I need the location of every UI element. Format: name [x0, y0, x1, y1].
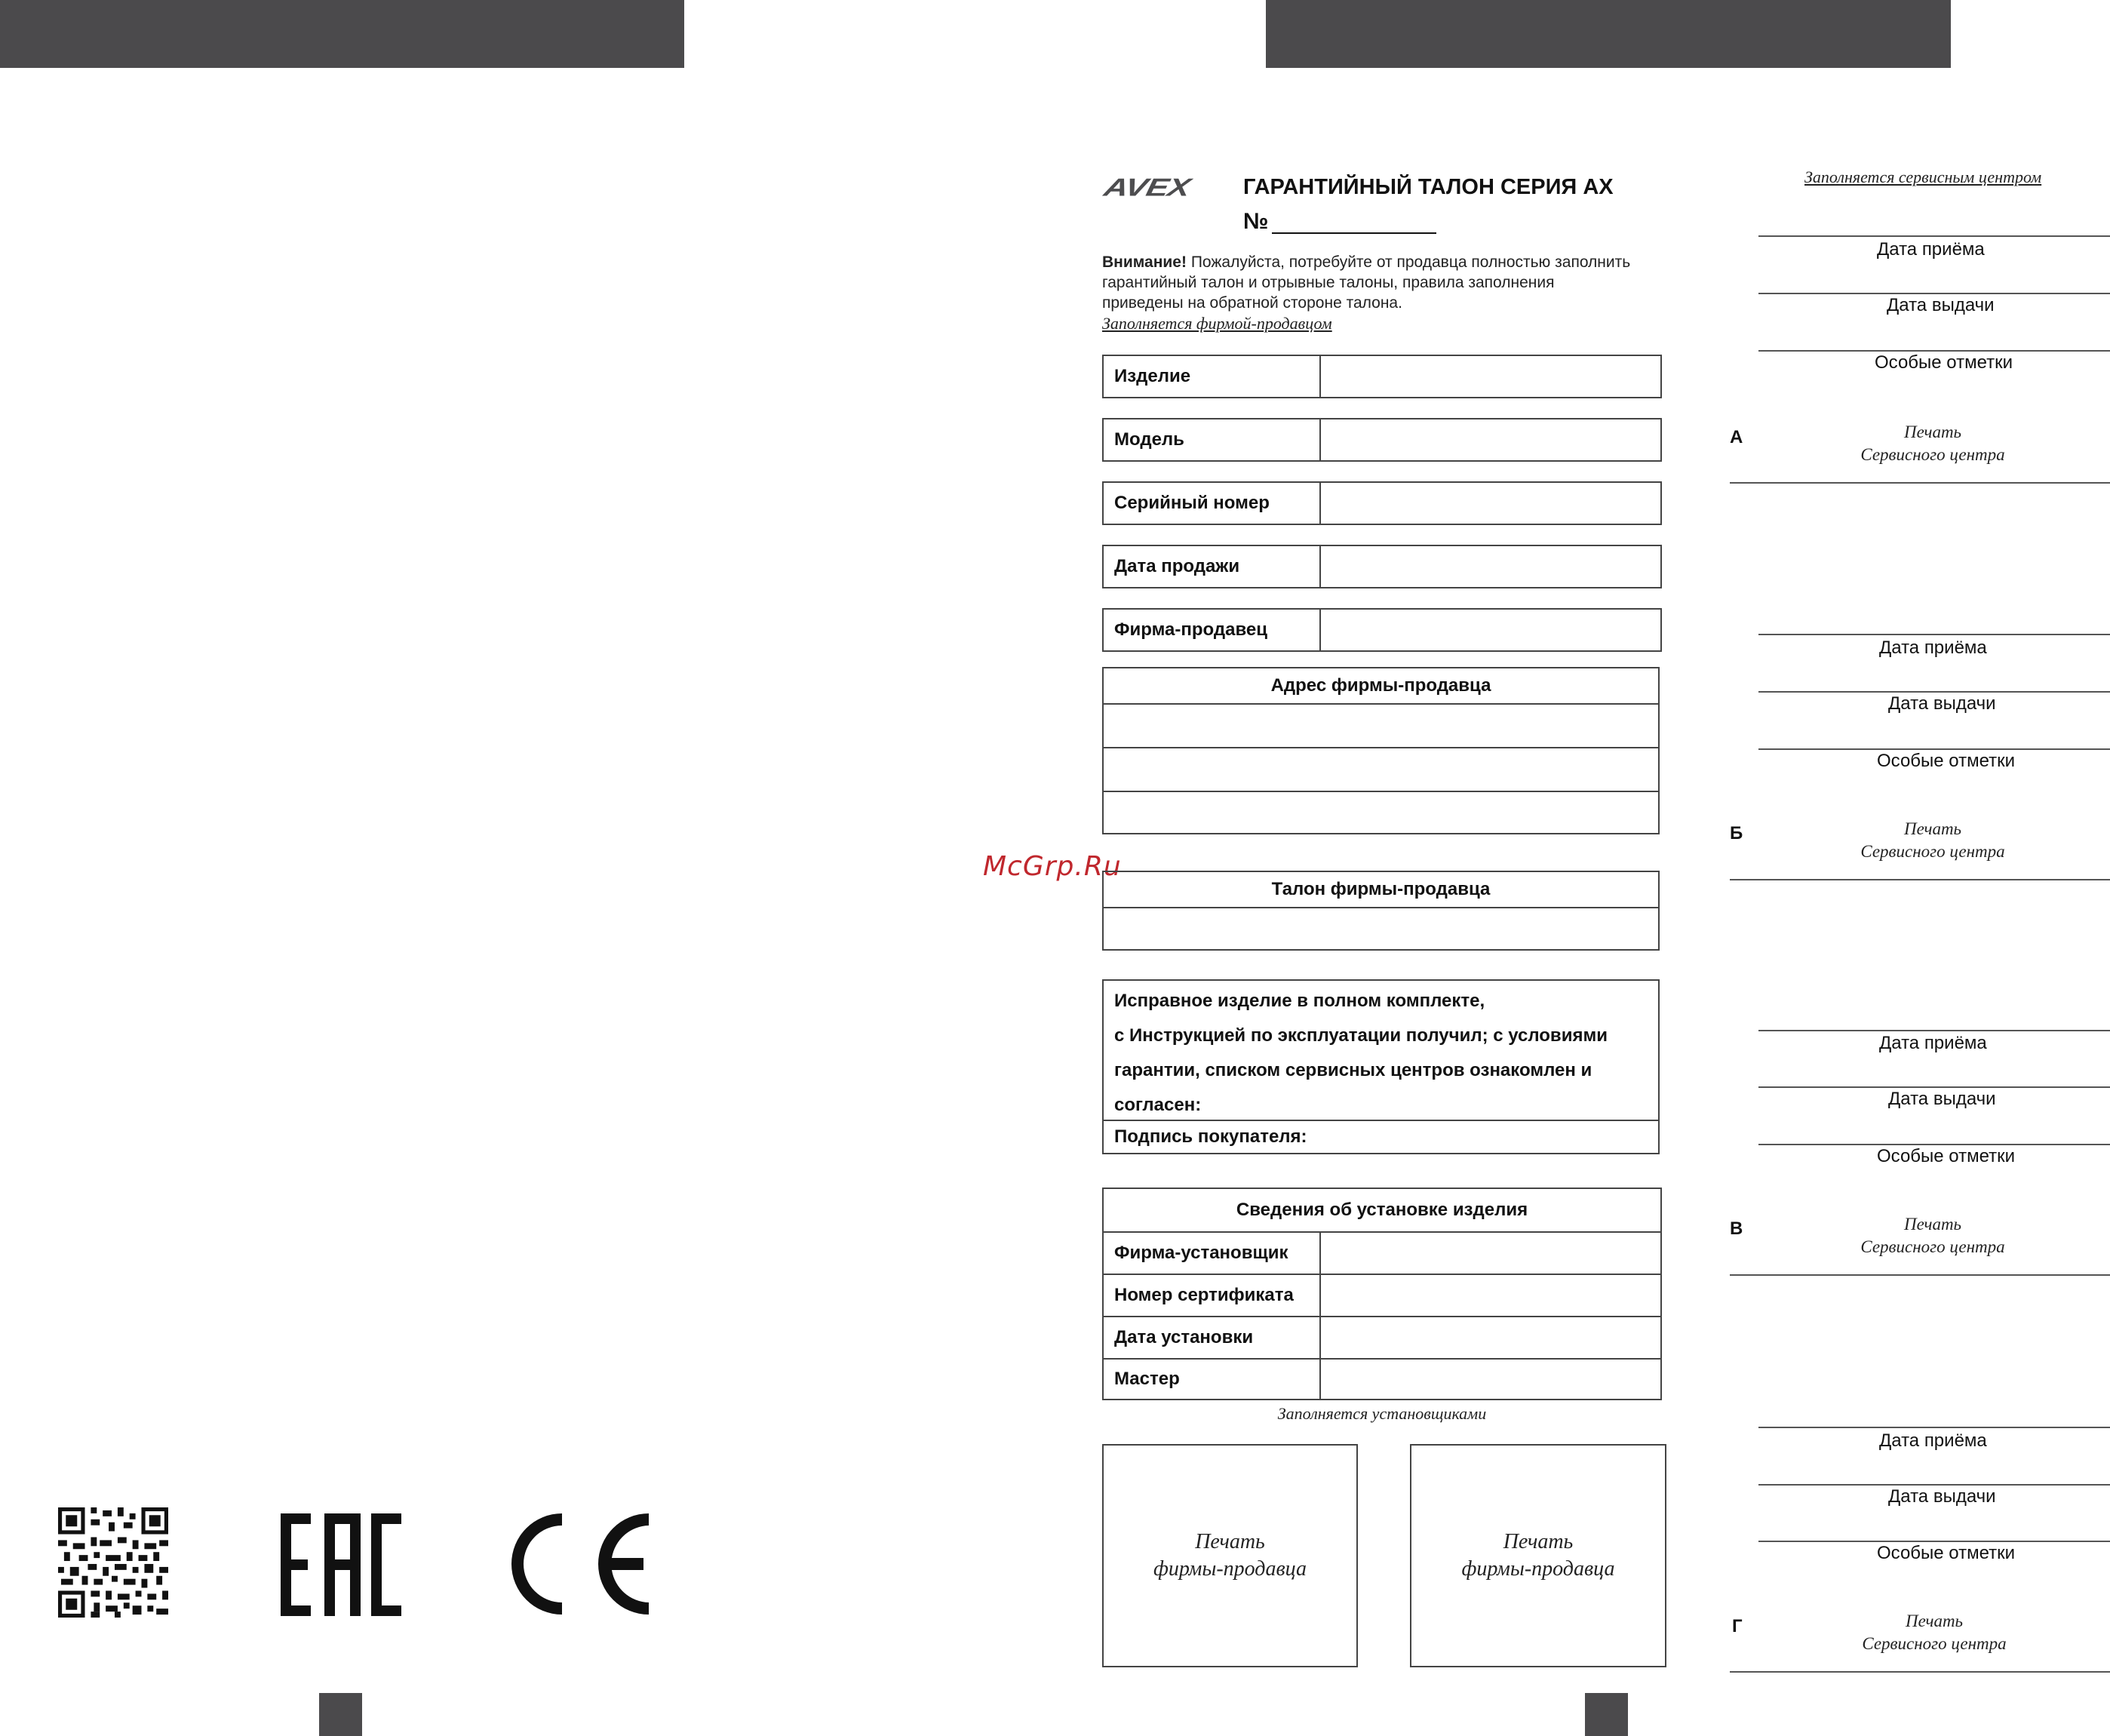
field-row-sale-date — [1102, 545, 1662, 588]
stamp-line1: Печать — [1903, 819, 1962, 838]
installation-row-date — [1104, 1317, 1660, 1360]
watermark: McGrp.Ru — [983, 851, 1122, 882]
field-label: Изделие — [1104, 356, 1321, 397]
issued-date-label[interactable]: Дата выдачи — [1888, 693, 1996, 714]
notice — [1102, 252, 1675, 333]
notes-label[interactable]: Особые отметки — [1877, 751, 2016, 771]
installation-table — [1102, 1188, 1662, 1400]
eac-mark-icon — [281, 1513, 401, 1616]
coupon-title: ГАРАНТИЙНЫЙ ТАЛОН СЕРИЯ АХ — [1243, 175, 1614, 199]
filled-by-seller-note: Заполняется фирмой-продавцом — [1102, 314, 1332, 333]
service-stamp-b — [1788, 818, 2078, 863]
service-line — [1758, 293, 2110, 294]
service-line — [1758, 1427, 2110, 1428]
service-stamp-g — [1789, 1610, 2079, 1655]
service-header: Заполняется сервисным центром — [1804, 167, 2042, 186]
top-bar-right — [1266, 0, 1951, 68]
coupon-letter-g: Г — [1732, 1616, 1743, 1636]
installation-row-master — [1104, 1360, 1660, 1399]
notes-label[interactable]: Особые отметки — [1875, 352, 2013, 373]
notes-label[interactable]: Особые отметки — [1877, 1543, 2016, 1563]
field-label: Фирма-продавец — [1104, 610, 1321, 650]
installation-input-certificate[interactable] — [1321, 1275, 1660, 1316]
notice-line2: гарантийный талон и отрывные талоны, правила заполнения — [1102, 274, 1555, 291]
issued-date-label[interactable]: Дата выдачи — [1888, 1486, 1996, 1507]
coupon-separator — [1730, 1274, 2110, 1276]
field-row-product — [1102, 355, 1662, 398]
received-date-label[interactable]: Дата приёма — [1879, 1430, 1987, 1451]
page-marker-left — [319, 1693, 362, 1736]
coupon-separator — [1730, 482, 2110, 484]
installation-field-label: Дата установки — [1104, 1317, 1321, 1358]
coupon-number-label: № — [1243, 209, 1269, 234]
consent-text — [1104, 981, 1658, 1121]
notice-line3: приведены на обратной стороне талона. — [1102, 294, 1402, 312]
service-line — [1758, 1541, 2110, 1542]
received-date-label[interactable]: Дата приёма — [1877, 239, 1985, 260]
notice-line1: Пожалуйста, потребуйте от продавца полностью заполнить — [1190, 253, 1631, 271]
stamp-line1: Печать — [1903, 1215, 1962, 1234]
coupon-letter-b: Б — [1730, 823, 1743, 843]
received-date-label[interactable]: Дата приёма — [1879, 638, 1987, 658]
service-line — [1758, 634, 2110, 635]
field-input-product[interactable] — [1321, 356, 1660, 397]
service-line — [1758, 1086, 2110, 1088]
seller-address-title: Адрес фирмы-продавца — [1104, 668, 1658, 705]
brand-logo: AVEX — [1101, 174, 1193, 201]
issued-date-label[interactable]: Дата выдачи — [1887, 295, 1995, 315]
seller-address-table — [1102, 667, 1660, 834]
seller-address-line-1[interactable] — [1104, 705, 1658, 748]
stamp-line1: Печать — [1503, 1530, 1574, 1553]
installation-row-company — [1104, 1233, 1660, 1275]
service-line — [1758, 1484, 2110, 1486]
stamp-line2: фирмы-продавца — [1461, 1557, 1615, 1581]
buyer-signature-field[interactable]: Подпись покупателя: — [1114, 1126, 1307, 1147]
field-label: Серийный номер — [1104, 483, 1321, 524]
consent-block — [1102, 979, 1660, 1154]
field-row-serial — [1102, 481, 1662, 525]
installation-field-label: Номер сертификата — [1104, 1275, 1321, 1316]
consent-line3: гарантии, списком сервисных центров ознакомлен и — [1114, 1060, 1592, 1080]
installation-input-company[interactable] — [1321, 1233, 1660, 1274]
installation-field-label: Фирма-установщик — [1104, 1233, 1321, 1274]
service-stamp-v — [1788, 1213, 2078, 1258]
stamp-line2: фирмы-продавца — [1153, 1557, 1307, 1581]
field-row-seller — [1102, 608, 1662, 652]
consent-line4: согласен: — [1114, 1095, 1202, 1115]
stamp-line1: Печать — [1195, 1530, 1265, 1553]
top-bar-left — [0, 0, 684, 68]
installation-title: Сведения об установке изделия — [1104, 1189, 1660, 1233]
field-label: Модель — [1104, 419, 1321, 460]
service-line — [1758, 1030, 2110, 1031]
seller-address-line-2[interactable] — [1104, 748, 1658, 792]
installation-input-date[interactable] — [1321, 1317, 1660, 1358]
coupon-letter-a: А — [1730, 427, 1743, 447]
received-date-label[interactable]: Дата приёма — [1879, 1033, 1987, 1053]
installation-row-certificate — [1104, 1275, 1660, 1317]
seller-coupon-table — [1102, 871, 1660, 951]
stamp-line1: Печать — [1903, 422, 1962, 441]
coupon-letter-v: В — [1730, 1218, 1743, 1239]
field-row-model — [1102, 418, 1662, 462]
stamp-line2: Сервисного центра — [1860, 842, 2005, 861]
stamp-line2: Сервисного центра — [1860, 1237, 2005, 1256]
notice-bold: Внимание! — [1102, 253, 1187, 271]
field-input-model[interactable] — [1321, 419, 1660, 460]
coupon-separator — [1730, 1671, 2110, 1673]
field-input-sale-date[interactable] — [1321, 546, 1660, 587]
installation-note: Заполняется установщиками — [1277, 1404, 1487, 1423]
service-line — [1758, 1144, 2110, 1145]
service-line — [1758, 235, 2110, 237]
seller-coupon-title: Талон фирмы-продавца — [1104, 872, 1658, 908]
field-input-seller[interactable] — [1321, 610, 1660, 650]
installation-field-label: Мастер — [1104, 1360, 1321, 1399]
seller-stamp-box-1 — [1102, 1444, 1358, 1667]
coupon-separator — [1730, 879, 2110, 880]
stamp-line2: Сервисного центра — [1860, 445, 2005, 464]
consent-line2: с Инструкцией по эксплуатации получил; с условиями — [1114, 1025, 1608, 1046]
seller-address-line-3[interactable] — [1104, 792, 1658, 833]
field-label: Дата продажи — [1104, 546, 1321, 587]
consent-line1: Исправное изделие в полном комплекте, — [1114, 991, 1485, 1011]
stamp-line1: Печать — [1905, 1612, 1964, 1630]
seller-stamp-box-2 — [1410, 1444, 1666, 1667]
coupon-number-field[interactable] — [1272, 232, 1436, 234]
page-marker-right — [1585, 1693, 1628, 1736]
stamp-line2: Сервисного центра — [1862, 1634, 2007, 1653]
service-stamp-a — [1788, 421, 2078, 466]
installation-input-master[interactable] — [1321, 1360, 1660, 1399]
notes-label[interactable]: Особые отметки — [1877, 1146, 2016, 1166]
issued-date-label[interactable]: Дата выдачи — [1888, 1089, 1996, 1109]
field-input-serial[interactable] — [1321, 483, 1660, 524]
service-line — [1758, 748, 2110, 750]
service-line — [1758, 350, 2110, 352]
qr-code-icon — [57, 1507, 169, 1618]
seller-coupon-input[interactable] — [1104, 908, 1658, 949]
service-line — [1758, 691, 2110, 693]
ce-mark-icon — [511, 1513, 649, 1615]
